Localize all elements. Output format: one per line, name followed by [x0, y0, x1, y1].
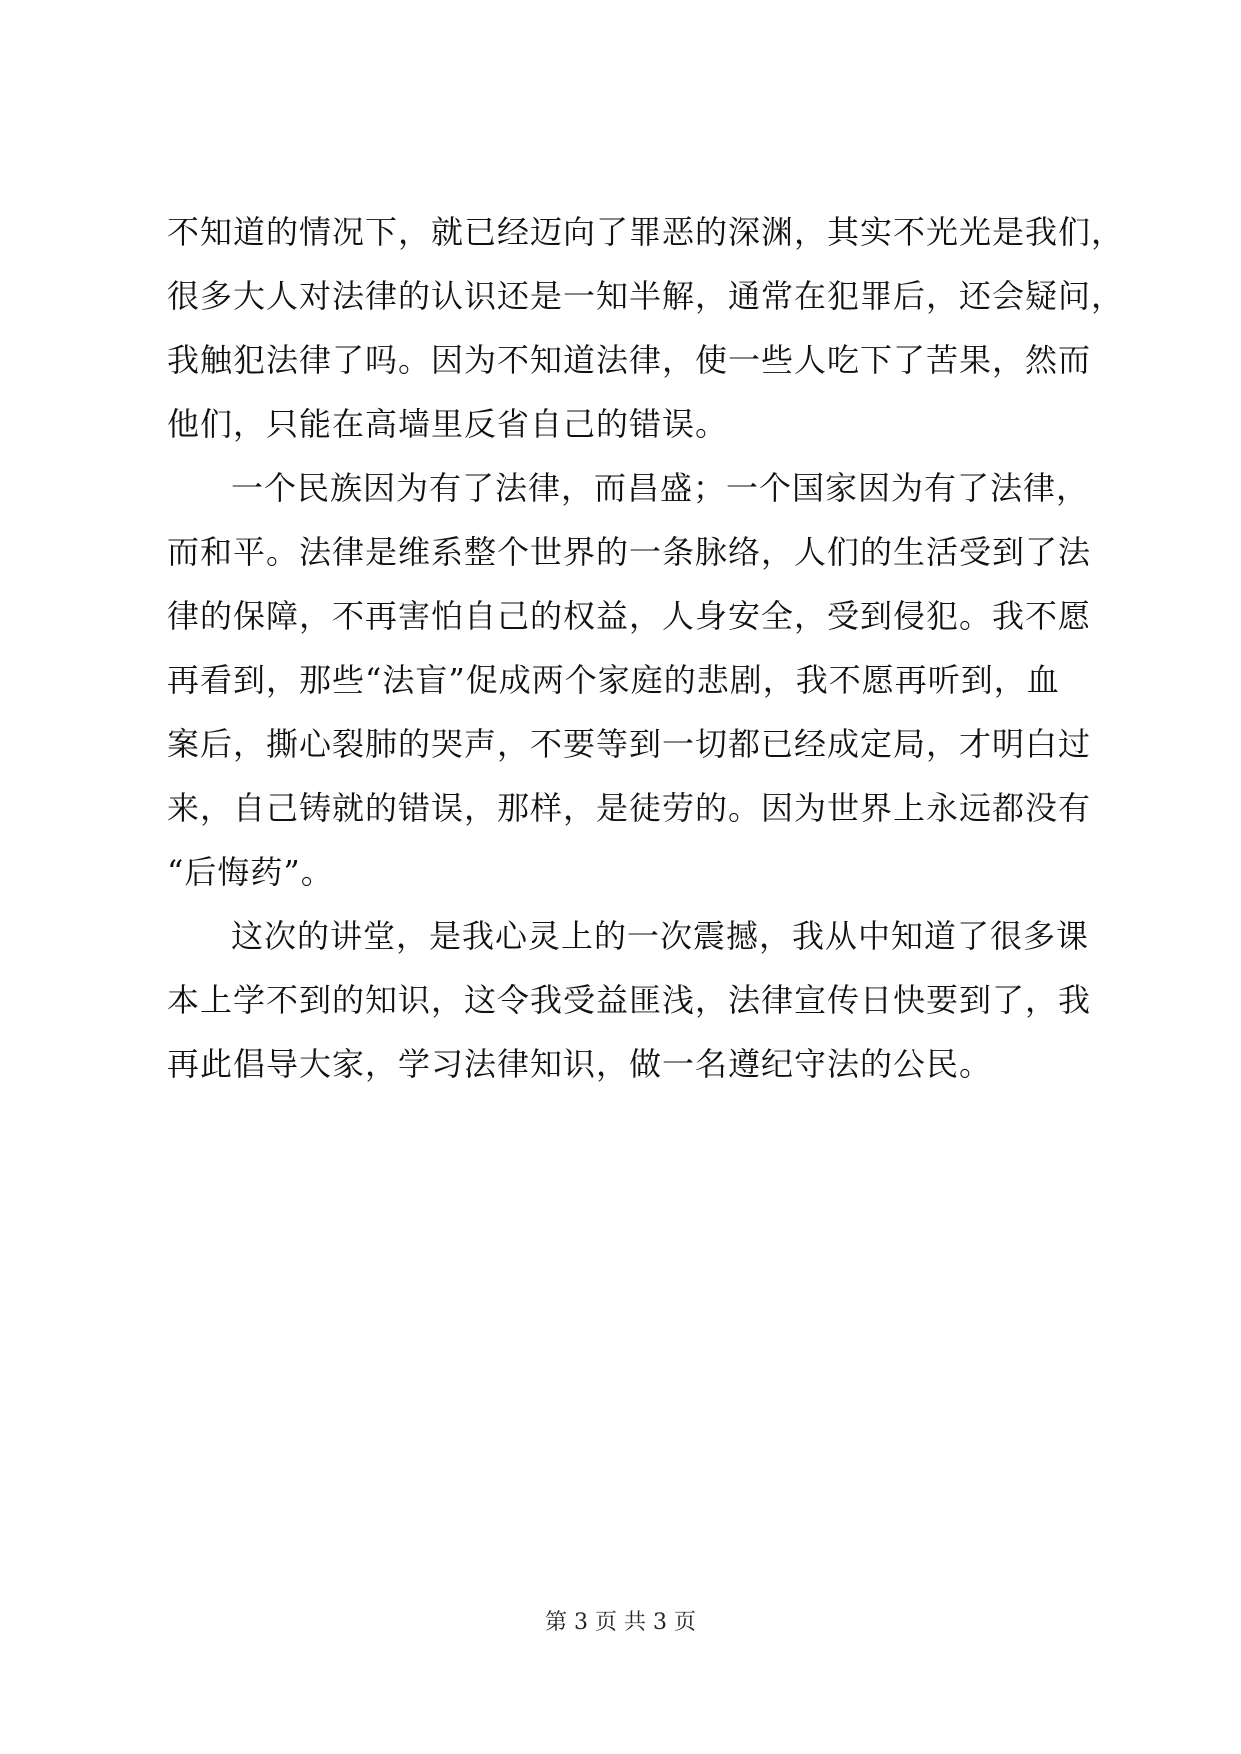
text-line: 而和平。法律是维系整个世界的一条脉络，人们的生活受到了法 [167, 533, 1092, 571]
text-line: 他们，只能在高墙里反省自己的错误。 [167, 405, 729, 443]
text-line: 律的保障，不再害怕自己的权益，人身安全，受到侵犯。我不愿 [167, 597, 1092, 635]
text-line: 来，自己铸就的错误，那样，是徒劳的。因为世界上永远都没有 [167, 789, 1092, 827]
text-line: 本上学不到的知识，这令我受益匪浅，法律宣传日快要到了，我 [167, 981, 1092, 1019]
document-body [167, 200, 1125, 1096]
text-line: 我触犯法律了吗。因为不知道法律，使一些人吃下了苦果，然而 [167, 341, 1092, 379]
page-number-footer: 第 3 页 共 3 页 [545, 1610, 696, 1635]
text-line: 不知道的情况下，就已经迈向了罪恶的深渊，其实不光光是我们， [167, 213, 1125, 251]
text-line: 再看到，那些“法盲”促成两个家庭的悲剧，我不愿再听到，血 [167, 661, 1060, 699]
paragraph-start-line: 一个民族因为有了法律，而昌盛；一个国家因为有了法律， [231, 469, 1090, 507]
text-line: “后悔药”。 [167, 853, 334, 891]
paragraph-start-line: 这次的讲堂，是我心灵上的一次震撼，我从中知道了很多课 [231, 917, 1090, 955]
text-line: 很多大人对法律的认识还是一知半解，通常在犯罪后，还会疑问， [167, 277, 1125, 315]
text-line: 再此倡导大家，学习法律知识，做一名遵纪守法的公民。 [167, 1045, 993, 1083]
text-line: 案后，撕心裂肺的哭声，不要等到一切都已经成定局，才明白过 [167, 725, 1092, 763]
